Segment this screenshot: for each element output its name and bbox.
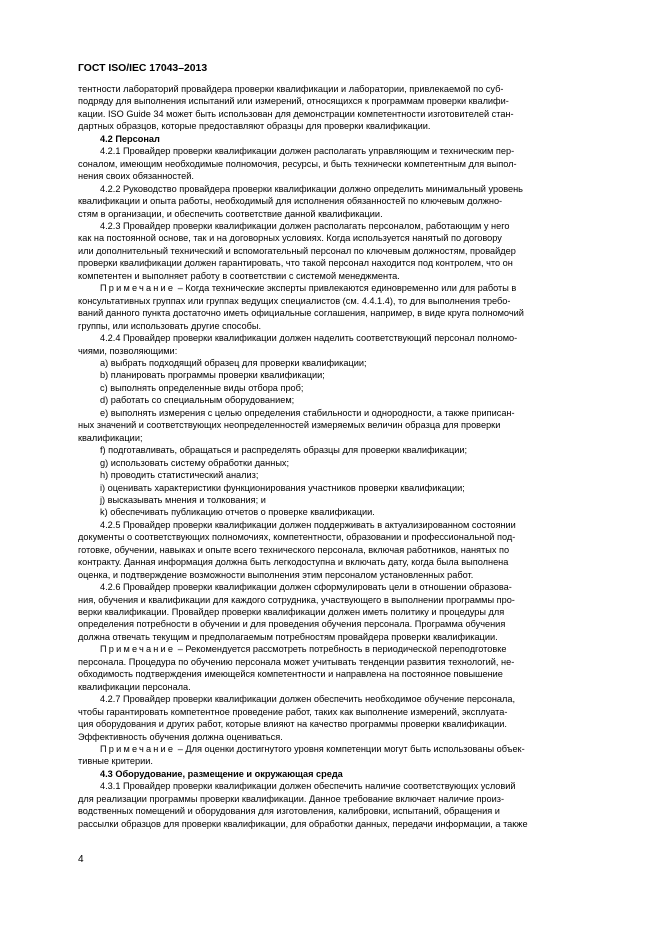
list-item-j: j) высказывать мнения и толкования; и xyxy=(100,494,266,505)
note-2 xyxy=(78,643,588,693)
list-item-b: b) планировать программы проверки квалификации; xyxy=(100,370,325,381)
note-text: – Для оценки достигнутого уровня компетенции могут быть использованы объек- тивные критерии. xyxy=(78,744,525,767)
clause-4-2-5: 4.2.5 Провайдер проверки квалификации должен поддерживать в актуализированном состоянии документы о соответствующих полномочиях, компетентности, образовании и профессиональной под- готовке, обучении, навыках и опыте всего технического персонала, включая работников, нанятых по контракту. Данная информация должна быть легкодоступна и включать дату, когда была выполнена оценка, и подтверждение возможности выполнения этим персоналом установленных работ. xyxy=(78,519,516,580)
clause-4-2-7: 4.2.7 Провайдер проверки квалификации должен обеспечить необходимое обучение персонала, чтобы гарантировать компетентное проведение работ, таких как выполнение измерений, эксплуата- ция оборудования и других работ, которые влияют на качество программы проверки квалификации. Эффективность обучения должна оцениваться. xyxy=(78,694,516,742)
note-1 xyxy=(78,282,588,332)
page-number: 4 xyxy=(78,854,84,865)
document-header: ГОСТ ISO/IEC 17043–2013 xyxy=(78,63,208,74)
clause-4-2-4: 4.2.4 Провайдер проверки квалификации должен наделить соответствующий персонал полномо- чиями, позволяющими: xyxy=(78,333,518,356)
note-label: Примечание xyxy=(100,644,176,655)
section-heading-4-3: 4.3 Оборудование, размещение и окружающая среда xyxy=(100,768,343,779)
list-item-c: c) выполнять определенные виды отбора проб; xyxy=(100,382,304,393)
list-item-g: g) использовать систему обработки данных; xyxy=(100,457,290,468)
intro-paragraph: тентности лабораторий провайдера проверки квалификации и лаборатории, привлекаемой по суб- подряду для выполнения испытаний или измерений, относящихся к программам проверки квалифи- кации. ISO Guide 34 может быть использован для демонстрации компетентности изготовителей стан- дартных образцов, которые предоставляют образцы для проверки квалификации. xyxy=(78,84,514,132)
list-item-e: e) выполнять измерения с целью определения стабильности и однородности, а также приписан- ных значений и соответствующих неопределенностей измеряемых величин образца для проверки квалификации; xyxy=(78,407,515,443)
list-item-h: h) проводить статистический анализ; xyxy=(100,470,259,481)
clause-4-2-1: 4.2.1 Провайдер проверки квалификации должен располагать управляющим и техническим пер- соналом, имеющим необходимые полномочия, ресурсы, и быть технически компетентным для выпол- нения своих обязанностей. xyxy=(78,146,517,182)
note-label: Примечание xyxy=(100,283,176,294)
note-label: Примечание xyxy=(100,744,176,755)
list-item-f: f) подготавливать, обращаться и распределять образцы для проверки квалификации; xyxy=(100,445,468,456)
note-text: – Когда технические эксперты привлекаются единовременно или для работы в консультативных группах или группах ведущих специалистов (см. 4.4.1.4), то для выполнения требо- ваний данного пункта достаточно иметь официальные соглашения, например, в виде круга полномочий группы, или использовать другие способы. xyxy=(78,283,524,331)
list-item-i: i) оценивать характеристики функционирования участников проверки квалификации; xyxy=(100,482,465,493)
note-text: – Рекомендуется рассмотреть потребность в периодической переподготовке персонала. Процедура по обучению персонала может учитывать тенденции развития технологий, не- обходимость подтверждения имеющейся компетентности и направлена на постоянное повышение квалификации персонала. xyxy=(78,644,515,692)
list-item-k: k) обеспечивать публикацию отчетов о проверке квалификации. xyxy=(100,507,375,518)
clause-4-2-2: 4.2.2 Руководство провайдера проверки квалификации должно определить минимальный уровень квалификации и опыта работы, необходимый для исполнения обязанностей по ключевым должно- стям в организации, и обеспечить соответствие данной квалификации. xyxy=(78,183,523,219)
section-heading-4-2: 4.2 Персонал xyxy=(100,133,160,144)
note-3 xyxy=(78,743,588,768)
list-item-a: a) выбрать подходящий образец для проверки квалификации; xyxy=(100,357,367,368)
page-body xyxy=(78,83,588,830)
clause-4-2-3: 4.2.3 Провайдер проверки квалификации должен располагать персоналом, работающим у него как на постоянной основе, так и на договорных условиях. Когда используется нанятый по договору или дополнительный технический и вспомогательный персонал по ключевым должностям, провайдер проверки квалификации должен гарантировать, что такой персонал находится под контролем, что он компетентен и выполняет работу в соответствии с системой менеджмента. xyxy=(78,220,516,281)
list-item-d: d) работать со специальным оборудованием; xyxy=(100,395,295,406)
clause-4-2-6: 4.2.6 Провайдер проверки квалификации должен сформулировать цели в отношении образова- ния, обучения и квалификации для каждого сотрудника, участвующего в выполнении программы про- верки квалификации. Провайдер проверки квалификации должен иметь политику и процедуры для определения потребности в обучении и для проведения обучения персонала. Программа обучения должна отвечать текущим и предполагаемым потребностям провайдера проверки квалификации. xyxy=(78,582,515,642)
clause-4-3-1: 4.3.1 Провайдер проверки квалификации должен обеспечить наличие соответствующих условий для реализации программы проверки квалификации. Данное требование включает наличие произ- водственных помещений и оборудования для изготовления, калибровки, испытаний, обращения и рассылки образцов для проверки квалификации, для обработки данных, передачи информации, а также xyxy=(78,781,528,829)
